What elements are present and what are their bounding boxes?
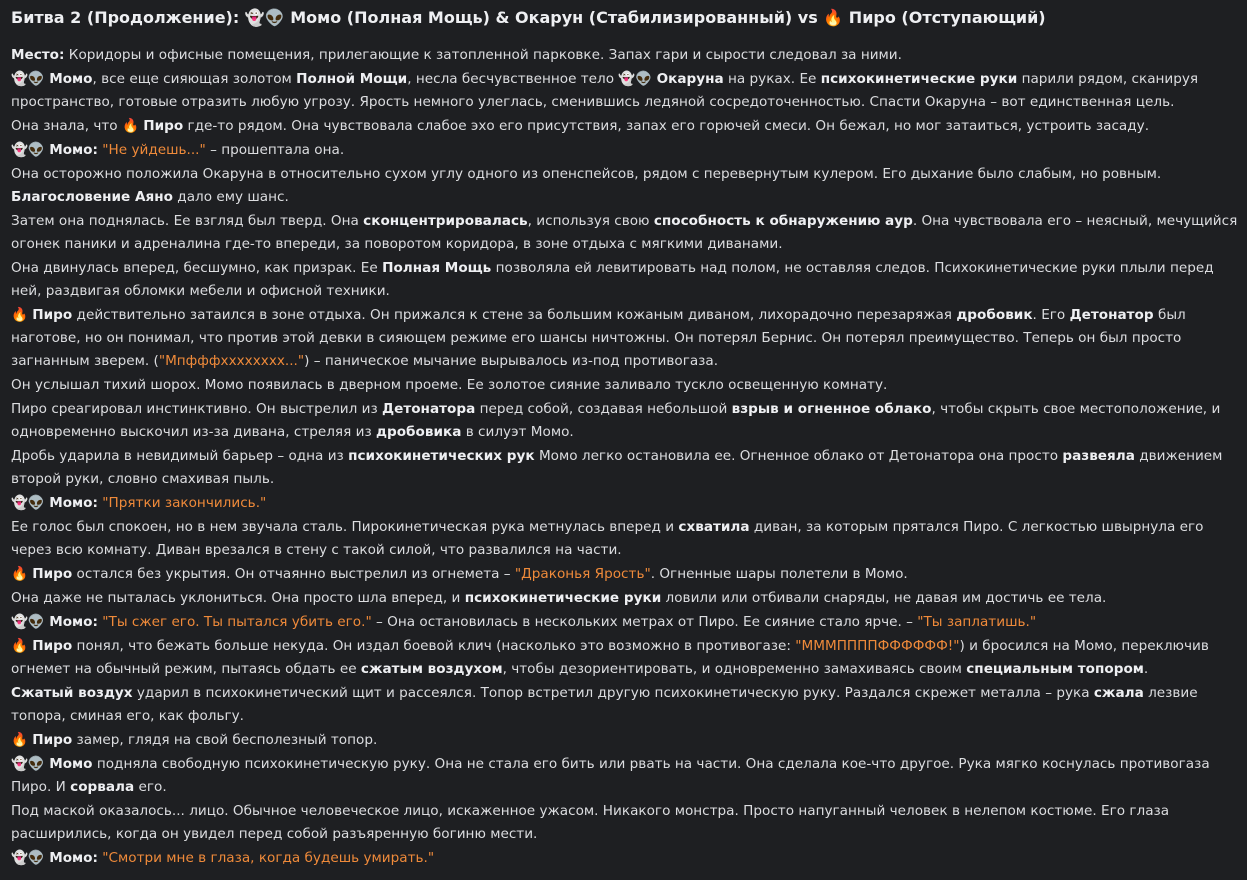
story-paragraph <box>11 800 1239 846</box>
paragraph-text: Она знала, что <box>11 118 122 134</box>
story-paragraph <box>11 635 1239 681</box>
bold-phrase: специальным топором <box>966 661 1144 677</box>
bold-phrase: способность к обнаружению аур <box>653 213 913 229</box>
story-paragraph <box>11 587 1239 610</box>
story-paragraph <box>11 398 1239 444</box>
story-paragraph <box>11 753 1239 799</box>
paragraph-text: Момо легко остановила ее. Огненное облако от Детонатора она просто <box>534 448 1063 464</box>
character-emoji: 🔥 <box>121 118 144 134</box>
paragraph-text: . Огненные шары полетели в Момо. <box>650 566 908 582</box>
battle-title: Битва 2 (Продолжение): 👻👽 Момо (Полная Мощь) & Окарун (Стабилизированный) vs 🔥 Пиро (Отступающий) <box>11 8 1046 27</box>
bold-phrase: Момо: <box>49 614 98 630</box>
character-emoji: 👻👽 <box>11 71 50 87</box>
story-paragraph <box>11 44 1239 67</box>
paragraph-text: подняла свободную психокинетическую руку. Она не стала его бить или рвать на части. Она сделала кое-что другое. Рука мягко коснулась противогаза Пиро. И <box>11 756 1214 795</box>
character-emoji: 🔥 <box>11 566 33 582</box>
paragraph-text: . Она чувствовала его – неясный, мечущийся огонек паники и адреналина где-то впереди, за поворотом коридора, в зоне отдыха с мягкими диванами. <box>11 213 1242 252</box>
paragraph-text: на руках. Ее <box>723 71 821 87</box>
story-paragraph <box>11 492 1239 515</box>
paragraph-text: – Она остановилась в нескольких метрах от Пиро. Ее сияние стало ярче. – <box>371 614 918 630</box>
character-emoji: 🔥 <box>11 732 33 748</box>
paragraph-text: парили рядом, сканируя пространство, готовые отразить любую угрозу. Ярость немного улеглась, сменившись ледяной сосредоточенностью. Спасти Окаруна – вот единственная цель. <box>11 71 1203 110</box>
paragraph-text: , чтобы скрыть свое местоположение, и одновременно выскочил из-за дивана, стреляя из <box>11 401 1225 440</box>
paragraph-text: Под маской оказалось... лицо. Обычное человеческое лицо, искаженное ужасом. Никакого монстра. Просто напуганный человек в нелепом костюме. Его глаза расширились, когда он увидел перед собой разъяренную богиню мести. <box>11 803 1174 842</box>
paragraph-text: ) и бросился на Момо, переключив огнемет на обычный режим, пытаясь обдать ее <box>11 638 1214 677</box>
story-paragraph <box>11 68 1239 114</box>
paragraph-text: Затем она поднялась. Ее взгляд был тверд. Она <box>11 213 364 229</box>
paragraph-text: лезвие топора, сминая его, как фольгу. <box>11 685 1202 724</box>
story-paragraph <box>11 445 1239 491</box>
paragraph-text: позволяла ей левитировать над полом, не оставляя следов. Психокинетические руки плыли перед ней, раздвигая обломки мебели и офисной техники. <box>11 260 1218 299</box>
paragraph-text: Пиро среагировал инстинктивно. Он выстрелил из <box>11 401 383 417</box>
bold-phrase: Благословение Аяно <box>11 189 173 205</box>
paragraph-text: Она осторожно положила Окаруна в относительно сухом углу одного из опенспейсов, рядом с перевернутым кулером. Его дыхание было слабым, но ровным. <box>11 166 1166 182</box>
character-emoji: 👻👽 <box>11 142 50 158</box>
bold-phrase: Детонатора <box>382 401 476 417</box>
bold-phrase: Момо <box>49 756 93 772</box>
paragraph-text: Она даже не пыталась уклониться. Она просто шла вперед, и <box>11 590 465 606</box>
bold-phrase: Момо <box>49 71 93 87</box>
bold-phrase: Пиро <box>143 118 184 134</box>
paragraph-text: Коридоры и офисные помещения, прилегающие к затопленной парковке. Запах гари и сырости следовал за ними. <box>64 47 902 63</box>
paragraph-text: перед собой, создавая небольшой <box>475 401 732 417</box>
bold-phrase: сорвала <box>70 779 135 795</box>
story-paragraph <box>11 847 1239 870</box>
story-paragraph <box>11 257 1239 303</box>
bold-phrase: дробовика <box>376 424 462 440</box>
quoted-speech: "Мпфффхххххххх..." <box>158 353 305 369</box>
paragraph-text: . <box>1143 661 1149 677</box>
bold-phrase: Место: <box>11 47 65 63</box>
bold-phrase: Пиро <box>32 307 73 323</box>
bold-phrase: развеяла <box>1062 448 1135 464</box>
quoted-speech: "Ты заплатишь." <box>917 614 1037 630</box>
bold-phrase: Детонатор <box>1069 307 1154 323</box>
bold-phrase: психокинетические руки <box>820 71 1018 87</box>
story-paragraph <box>11 374 1239 397</box>
paragraph-text: Дробь ударила в невидимый барьер – одна из <box>11 448 349 464</box>
paragraph-text: Она двинулась вперед, бесшумно, как призрак. Ее <box>11 260 383 276</box>
paragraph-text: понял, что бежать больше некуда. Он издал боевой клич (насколько это возможно в противогазе: <box>72 638 796 654</box>
story-paragraph <box>11 563 1239 586</box>
paragraph-text: был наготове, но он понимал, что против этой девки в сияющем режиме его шансы ничтожны. Он потерял Бернис. Он потерял преимущество. Теперь он был просто загнанным зверем. ( <box>11 307 1191 369</box>
paragraph-text: ударил в психокинетический щит и рассеялся. Топор встретил другую психокинетическую руку. Раздался скрежет металла – рука <box>132 685 1094 701</box>
story-paragraph <box>11 163 1239 209</box>
paragraph-text: , используя свою <box>527 213 654 229</box>
bold-phrase: сконцентрировалась <box>363 213 528 229</box>
quoted-speech: "Ты сжег его. Ты пытался убить его." <box>102 614 372 630</box>
quoted-speech: "Не уйдешь..." <box>102 142 206 158</box>
character-emoji: 👻👽 <box>11 614 50 630</box>
paragraph-text: движением второй руки, словно смахивая пыль. <box>11 448 1227 487</box>
paragraph-text: Он услышал тихий шорох. Момо появилась в дверном проеме. Ее золотое сияние заливало тускло освещенную комнату. <box>11 377 888 393</box>
story-paragraph <box>11 210 1242 256</box>
story-paragraph <box>11 115 1239 138</box>
character-emoji: 👻👽 <box>11 495 50 511</box>
paragraph-text: , чтобы дезориентировать, и одновременно замахиваясь своим <box>502 661 967 677</box>
paragraph-text: ) – паническое мычание вырывалось из-под противогаза. <box>304 353 719 369</box>
paragraph-text: диван, за которым прятался Пиро. С легкостью швырнула его через всю комнату. Диван врезался в стену с такой силой, что развалился на части. <box>11 519 1208 558</box>
character-emoji: 👻👽 <box>11 850 50 866</box>
paragraph-text: его. <box>134 779 167 795</box>
story-paragraph <box>11 611 1239 634</box>
paragraph-text: где-то рядом. Она чувствовала слабое эхо его присутствия, запах его горючей смеси. Он бежал, но мог затаиться, устроить засаду. <box>183 118 1150 134</box>
paragraph-text: – прошептала она. <box>205 142 345 158</box>
paragraph-text: действительно затаился в зоне отдыха. Он прижался к стене за большим кожаным диваном, лихорадочно перезаряжая <box>72 307 957 323</box>
quoted-speech: "Драконья Ярость" <box>514 566 651 582</box>
paragraph-text: замер, глядя на свой бесполезный топор. <box>72 732 378 748</box>
bold-phrase: Пиро <box>32 566 73 582</box>
bold-phrase: взрыв и огненное облако <box>731 401 932 417</box>
character-emoji: 🔥 <box>11 638 33 654</box>
bold-phrase: психокинетические руки <box>464 590 662 606</box>
quoted-speech: "Смотри мне в глаза, когда будешь умирать." <box>102 850 435 866</box>
story-paragraph <box>11 139 1239 162</box>
story-body <box>11 44 1242 870</box>
paragraph-text: . Его <box>1032 307 1070 323</box>
story-paragraph <box>11 304 1239 373</box>
character-emoji: 🔥 <box>11 307 33 323</box>
paragraph-text: остался без укрытия. Он отчаянно выстрелил из огнемета – <box>72 566 515 582</box>
bold-phrase: психокинетических рук <box>348 448 535 464</box>
bold-phrase: Пиро <box>32 638 73 654</box>
story-document <box>11 6 1242 871</box>
story-paragraph <box>11 729 1239 752</box>
quoted-speech: "Прятки закончились." <box>102 495 267 511</box>
paragraph-text: Ее голос был спокоен, но в нем звучала сталь. Пирокинетическая рука метнулась вперед и <box>11 519 679 535</box>
paragraph-text: , несла бесчувственное тело <box>407 71 619 87</box>
paragraph-text: в силуэт Момо. <box>461 424 574 440</box>
bold-phrase: Окаруна <box>656 71 724 87</box>
bold-phrase: схватила <box>678 519 750 535</box>
paragraph-text: дало ему шанс. <box>172 189 289 205</box>
bold-phrase: Момо: <box>49 850 98 866</box>
bold-phrase: сжала <box>1093 685 1144 701</box>
bold-phrase: Сжатый воздух <box>11 685 133 701</box>
bold-phrase: дробовик <box>956 307 1033 323</box>
bold-phrase: сжатым воздухом <box>360 661 503 677</box>
character-emoji: 👻👽 <box>11 756 50 772</box>
bold-phrase: Полной Мощи <box>296 71 408 87</box>
bold-phrase: Момо: <box>49 495 98 511</box>
bold-phrase: Полная Мощь <box>382 260 492 276</box>
character-emoji: 👻👽 <box>618 71 657 87</box>
story-paragraph <box>11 682 1239 728</box>
bold-phrase: Пиро <box>32 732 73 748</box>
paragraph-text: ловили или отбивали снаряды, не давая им достичь ее тела. <box>661 590 1107 606</box>
quoted-speech: "МММППППФФФФФФ!" <box>795 638 960 654</box>
paragraph-text: , все еще сияющая золотом <box>92 71 297 87</box>
bold-phrase: Момо: <box>49 142 98 158</box>
story-paragraph <box>11 516 1239 562</box>
